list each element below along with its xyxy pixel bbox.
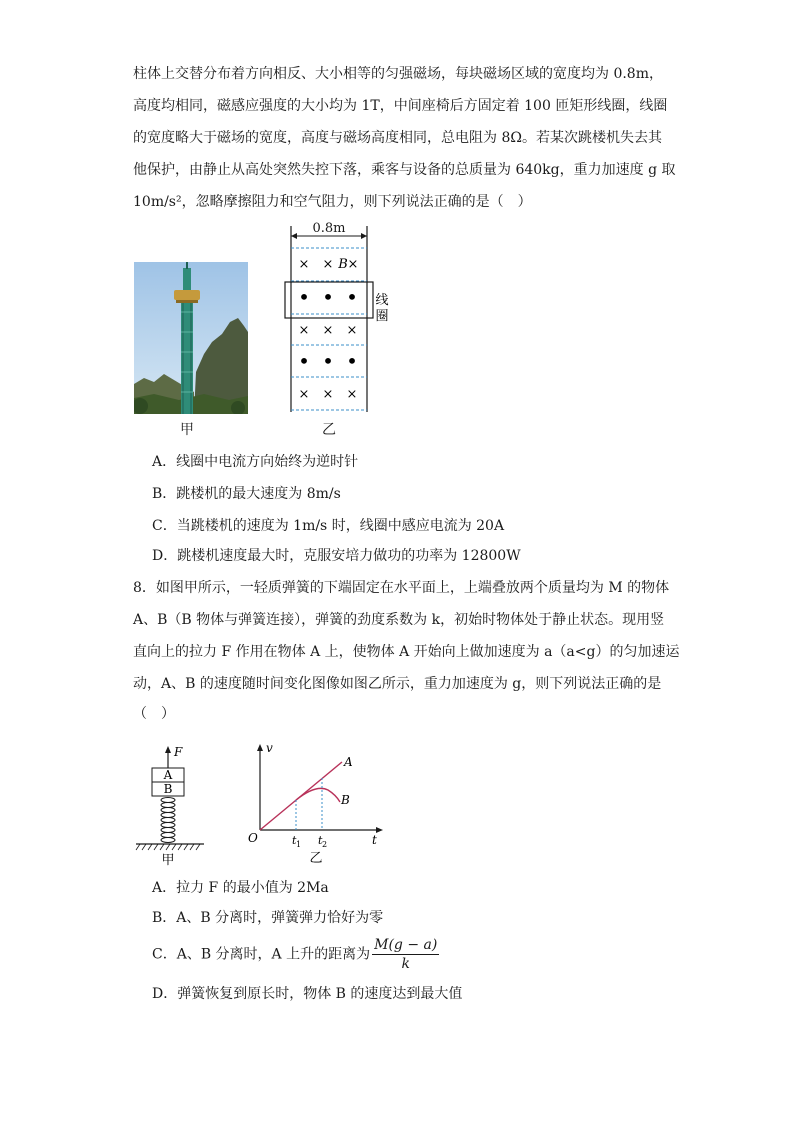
field-dot-mark: • — [346, 285, 358, 309]
q7-line-5: 10m/s²，忽略摩擦阻力和空气阻力，则下列说法正确的是（ ） — [133, 194, 532, 210]
t-axis-label: t — [372, 833, 377, 847]
q7-option-a: A．线圈中电流方向始终为逆时针 — [152, 454, 359, 470]
fig8-yi-caption: 乙 — [309, 851, 323, 866]
origin-label: O — [248, 831, 258, 845]
curve-b — [296, 788, 340, 802]
q8-option-c — [152, 936, 439, 973]
field-cross-mark: × — [298, 387, 310, 402]
field-dot-mark: • — [346, 349, 358, 373]
b-field-label: B — [338, 257, 348, 272]
field-cross-mark: × — [322, 323, 334, 338]
q7-option-d: D．跳楼机速度最大时，克服安培力做功的功率为 12800W — [152, 548, 521, 564]
q8-option-d: D．弹簧恢复到原长时，物体 B 的速度达到最大值 — [152, 986, 463, 1002]
q8-option-b: B．A、B 分离时，弹簧弹力恰好为零 — [152, 910, 384, 926]
field-cross-mark: × — [322, 387, 334, 402]
block-a-label: A — [163, 768, 173, 782]
field-dot-mark: • — [322, 285, 334, 309]
line-a-label: A — [344, 755, 353, 769]
t2-subscript: 2 — [322, 840, 328, 849]
width-label: 0.8m — [312, 221, 346, 236]
fraction-numerator: M(g − a) — [374, 937, 438, 953]
field-dot-mark: • — [298, 285, 310, 309]
block-b-label: B — [163, 782, 173, 796]
field-cross-mark: × — [347, 257, 359, 272]
q8-line-3: 直向上的拉力 F 作用在物体 A 上，使物体 A 开始向上做加速度为 a（a<g）的匀加速运 — [133, 644, 680, 660]
velocity-time-graph — [244, 740, 388, 868]
q7-line-2: 高度均相同，磁感应强度的大小均为 1T，中间座椅后方固定着 100 匝矩形线圈，线圈 — [133, 98, 668, 114]
q8-line-2: A、B（B 物体与弹簧连接），弹簧的劲度系数为 k，初始时物体处于静止状态。现用竖 — [133, 612, 665, 628]
field-cross-mark: × — [298, 257, 310, 272]
q8-line-1: 8．如图甲所示，一轻质弹簧的下端固定在水平面上，上端叠放两个质量均为 M 的物体 — [133, 580, 670, 596]
q7-line-4: 他保护，由静止从高处突然失控下落，乘客与设备的总质量为 640kg，重力加速度 g 取 — [133, 162, 676, 178]
fig8-jia-caption: 甲 — [161, 853, 175, 868]
q7-line-3: 的宽度略大于磁场的宽度，高度与磁场高度相同，总电阻为 8Ω。若某次跳楼机失去其 — [133, 130, 662, 146]
q8-option-a: A．拉力 F 的最小值为 2Ma — [152, 880, 329, 896]
field-dot-mark: • — [322, 349, 334, 373]
field-cross-mark: × — [346, 323, 358, 338]
t2-label: t — [318, 834, 323, 847]
field-dot-mark: • — [298, 349, 310, 373]
fig7-yi-caption: 乙 — [322, 422, 336, 438]
t1-subscript: 1 — [296, 840, 302, 849]
t1-label: t — [292, 834, 297, 847]
field-cross-mark: × — [322, 257, 334, 272]
q7-line-1: 柱体上交替分布着方向相反、大小相等的匀强磁场，每块磁场区域的宽度均为 0.8m， — [133, 66, 663, 82]
spring — [161, 798, 175, 843]
v-axis-label: v — [266, 741, 273, 755]
q7-option-b: B．跳楼机的最大速度为 8m/s — [152, 486, 341, 502]
fraction-denominator: k — [401, 956, 410, 972]
q8-option-c-fraction — [372, 936, 439, 973]
field-cross-mark: × — [298, 323, 310, 338]
coil-label-2: 圈 — [375, 309, 389, 324]
coil-label-1: 线 — [375, 293, 389, 308]
spring-blocks-diagram — [134, 744, 210, 868]
drop-tower-photo — [134, 262, 248, 414]
magnetic-field-diagram — [280, 218, 400, 418]
field-cross-mark: × — [346, 387, 358, 402]
force-label: F — [174, 745, 183, 759]
fig7-jia-caption: 甲 — [180, 422, 194, 438]
q8-option-c-prefix: C．A、B 分离时，A 上升的距离为 — [152, 946, 371, 963]
q8-line-4: 动，A、B 的速度随时间变化图像如图乙所示，重力加速度为 g，则下列说法正确的是 — [133, 676, 662, 692]
curve-b-label: B — [341, 793, 350, 807]
q8-line-5: （ ） — [133, 706, 175, 722]
q7-option-c: C．当跳楼机的速度为 1m/s 时，线圈中感应电流为 20A — [152, 518, 505, 534]
